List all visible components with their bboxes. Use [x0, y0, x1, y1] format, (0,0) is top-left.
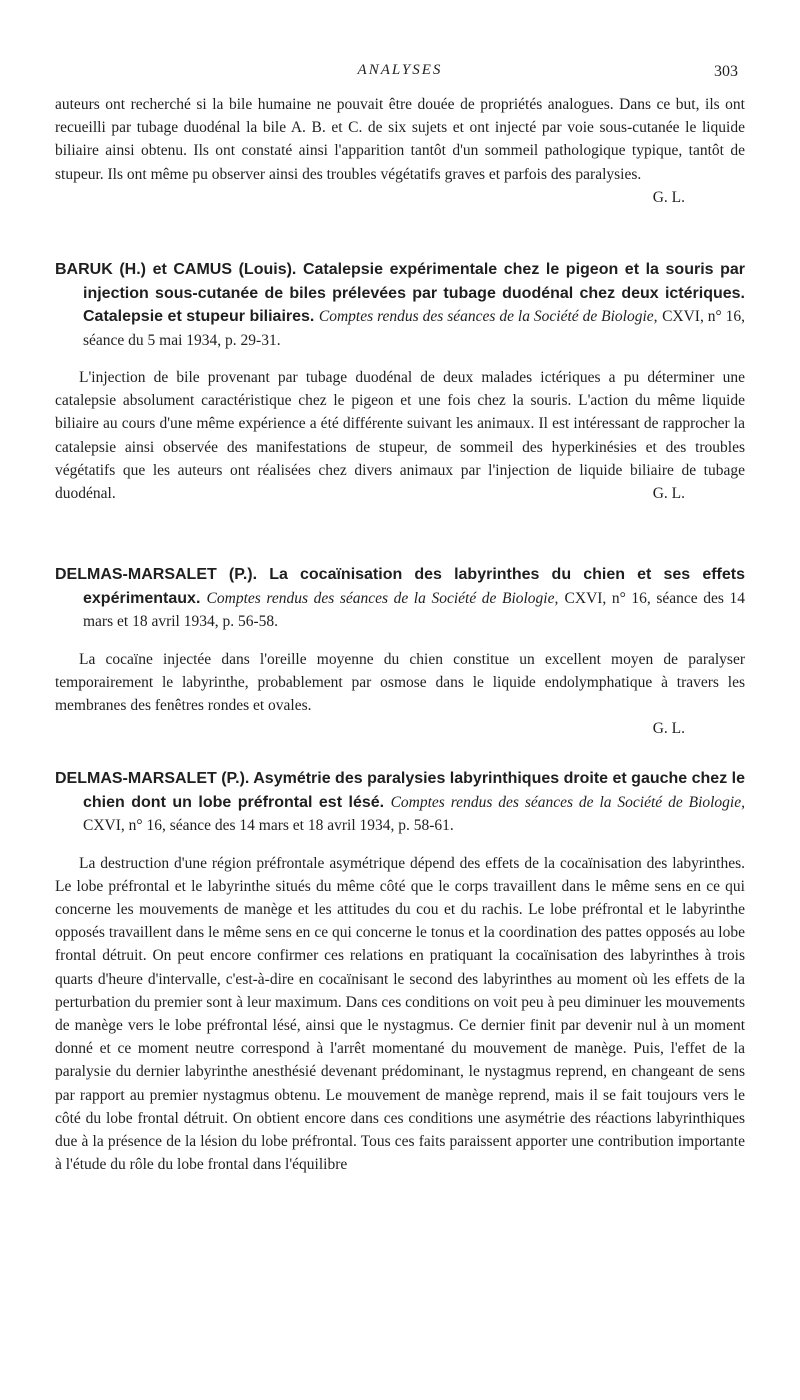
- entry-delmas-asymetrie: [55, 767, 745, 1176]
- entry-title: La cocaïnisation des labyrinthes du chien et ses effets expérimentaux.: [83, 566, 746, 607]
- entry-authors: BARUK (H.) et CAMUS (Louis).: [55, 261, 297, 278]
- entry-title: Asymétrie des paralysies labyrinthiques droite et gauche chez le chien dont un lobe préfrontal est lésé.: [83, 770, 745, 811]
- entry-initials: G. L.: [652, 720, 685, 738]
- entry-abstract: La destruction d'une région préfrontale asymétrique dépend des effets de la cocaïnisation des labyrinthes. Le lobe préfrontal et le labyrinthe situés du même côté que le corps travaillent dans le même sens en ce qui concerne les mouvements de manège et les attitudes du cou et du rachis. Le lobe préfrontal et le labyrinthe opposés travaillent dans le même sens en ce qui concerne le tonus et la coordination des pattes opposés au lobe frontal détruit. On peut encore confirmer ces relations en pratiquant la cocaïnisation des labyrinthes à trois quarts d'heure d'intervalle, c'est-à-dire en cocaïnisant le second des labyrinthes au moment où les effets de la perturbation du premier sont à leur maximum. Dans ces conditions on voit peu à peu diminuer les mouvements de manège vers le lobe préfrontal lésé, ainsi que le nystagmus. Ce dernier finit par devenir nul à un moment donné et ce moment neutre correspond à l'arrêt momentané du mouvement de manège. Puis, l'effet de la paralysie du dernier labyrinthe anesthésié devenant prédominant, le nystagmus reprend, en changeant de sens par rapport au premier nystagmus obtenu. Le mouvement de manège reprend, mais il se fait toujours vers le côté du lobe frontal détruit. On obtient encore dans ces conditions une asymétrie des réactions labyrinthiques due à la présence de la lésion du lobe préfrontal. Tous ces faits paraissent apporter une contribution importante à l'étude du rôle du lobe frontal dans l'équilibre: [55, 854, 745, 1174]
- entry-delmas-cocainisation: [55, 563, 745, 740]
- entry-source: Comptes rendus des séances de la Société de Biologie,: [318, 308, 658, 325]
- intro-block: [55, 93, 745, 209]
- intro-initials: G. L.: [652, 188, 685, 206]
- page-number: 303: [714, 63, 738, 80]
- entry-authors: DELMAS-MARSALET (P.).: [55, 770, 250, 787]
- entry-authors: DELMAS-MARSALET (P.).: [55, 566, 258, 583]
- running-title: ANALYSES: [357, 62, 443, 78]
- entry-heading: [55, 563, 745, 634]
- entry-title: Catalepsie expérimentale chez le pigeon et la souris par injection sous-cutanée de biles prélevées par tubage duodénal chez deux ictériques. Catalepsie et stupeur biliaires.: [83, 261, 745, 325]
- entry-initials: G. L.: [652, 485, 685, 503]
- entry-heading: [55, 767, 745, 838]
- entry-abstract: L'injection de bile provenant par tubage duodénal de deux malades ictériques a pu déterminer une catalepsie absolument caractéristique chez le pigeon et une fois chez la souris. L'action du même liquide biliaire au cours d'une même expérience a été différente suivant les animaux. Il est intéressant de rapprocher la catalepsie ainsi observée des manifestations de stupeur, de sommeil des hyperkinésies et des troubles végétatifs que les auteurs ont réalisées chez divers animaux par l'injection de liquide biliaire de tubage duodénal.: [55, 369, 745, 503]
- entry-citation: CXVI, n° 16, séance des 14 mars et 18 avril 1934, p. 58-61.: [83, 817, 454, 834]
- entry-heading: [55, 258, 745, 352]
- intro-paragraph: auteurs ont recherché si la bile humaine ne pouvait être douée de propriétés analogues. Dans ce but, ils ont recueilli par tubage duodénal la bile A. B. et C. de six sujets et ont injecté par voie sous-cutanée le liquide biliaire ainsi obtenu. Ils ont constaté ainsi l'apparition tantôt d'un sommeil pathologique typique, tantôt de stupeur. Ils ont même pu observer ainsi des troubles végétatifs graves et parfois des paralysies.: [55, 96, 745, 183]
- entry-citation: CXVI, n° 16, séance des 14 mars et 18 avril 1934, p. 56-58.: [83, 589, 745, 630]
- entry-baruk-camus: [55, 258, 745, 505]
- entry-citation: CXVI, n° 16, séance du 5 mai 1934, p. 29-31.: [83, 308, 746, 349]
- entry-source: Comptes rendus des séances de la Société de Biologie,: [390, 793, 745, 811]
- entry-source: Comptes rendus des séances de la Société de Biologie,: [206, 589, 559, 607]
- entry-abstract: La cocaïne injectée dans l'oreille moyenne du chien constitue un excellent moyen de paralyser temporairement le labyrinthe, probablement par osmose dans le liquide endolymphatique à travers les membranes des fenêtres rondes et ovales.: [55, 650, 745, 714]
